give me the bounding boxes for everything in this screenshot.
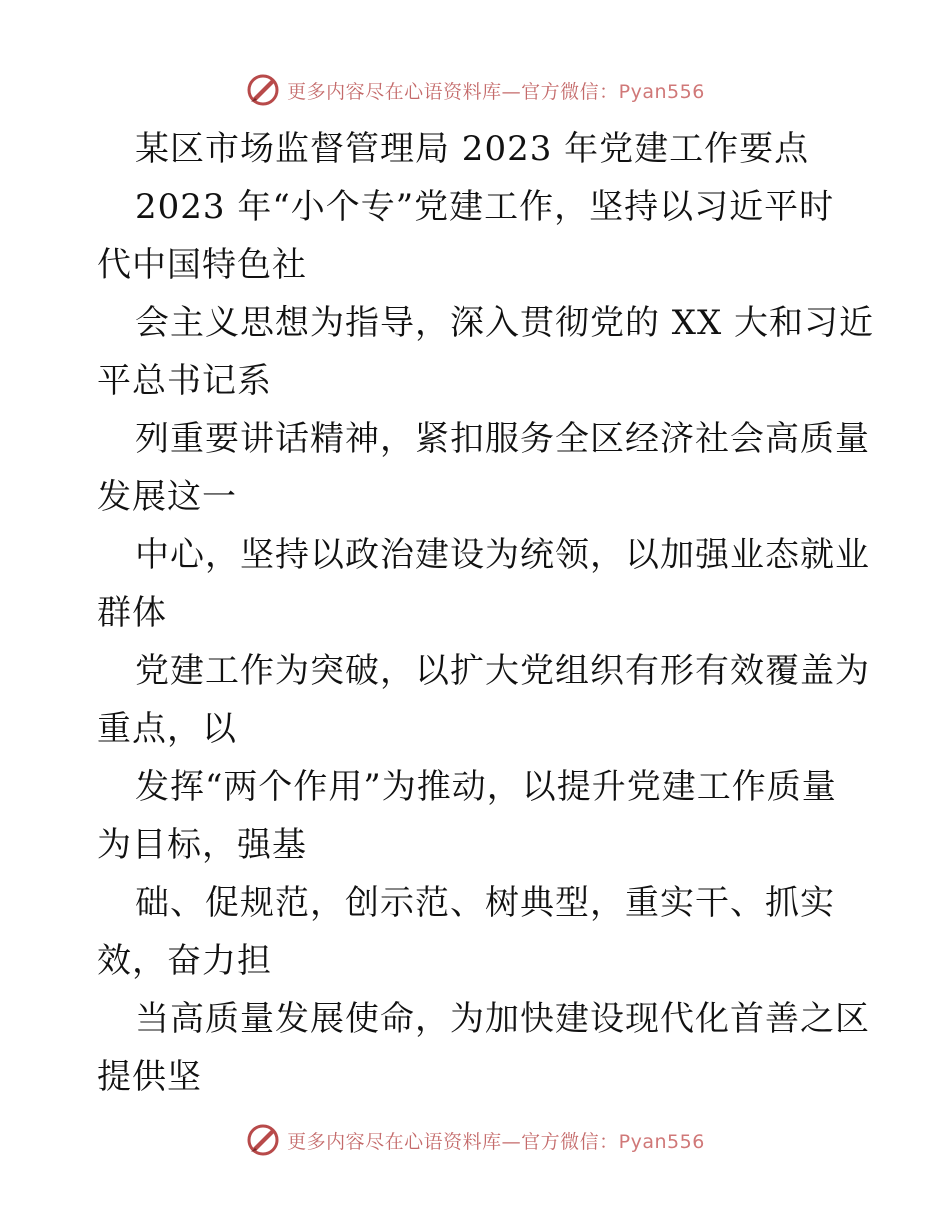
doc-line: 代中国特色社: [97, 245, 307, 285]
wechat-id: Pyan556: [618, 80, 705, 103]
doc-title: 某区市场监督管理局 2023 年党建工作要点: [135, 129, 810, 169]
brand-logo-icon: [245, 1122, 281, 1158]
doc-line: 中心，坚持以政治建设为统领，以加强业态就业: [135, 535, 870, 575]
doc-line: 为目标，强基: [97, 825, 307, 865]
watermark-text: 更多内容尽在心语资料库—官方微信：Pyan556: [287, 1130, 705, 1153]
doc-line: 发挥“两个作用”为推动，以提升党建工作质量: [135, 767, 837, 807]
document-body: [97, 120, 875, 1106]
watermark-text: 更多内容尽在心语资料库—官方微信：Pyan556: [287, 80, 705, 103]
doc-line: 发展这一: [97, 477, 237, 517]
watermark-footer: [0, 1120, 950, 1160]
doc-line: 础、促规范，创示范、树典型，重实干、抓实: [135, 883, 835, 923]
doc-line: 提供坚: [97, 1057, 202, 1097]
watermark-header: [0, 70, 950, 110]
doc-line: 会主义思想为指导，深入贯彻党的 XX 大和习近: [135, 303, 875, 343]
brand-logo-icon: [245, 72, 281, 108]
doc-line: 列重要讲话精神，紧扣服务全区经济社会高质量: [135, 419, 870, 459]
doc-line: 群体: [97, 593, 167, 633]
doc-line: 2023 年“小个专”党建工作，坚持以习近平时: [135, 187, 835, 227]
doc-line: 平总书记系: [97, 361, 272, 401]
wechat-id: Pyan556: [618, 1130, 705, 1153]
doc-line: 当高质量发展使命，为加快建设现代化首善之区: [135, 999, 870, 1039]
doc-line: 党建工作为突破，以扩大党组织有形有效覆盖为: [135, 651, 870, 691]
doc-line: 重点，以: [97, 709, 237, 749]
doc-line: 效，奋力担: [97, 941, 272, 981]
